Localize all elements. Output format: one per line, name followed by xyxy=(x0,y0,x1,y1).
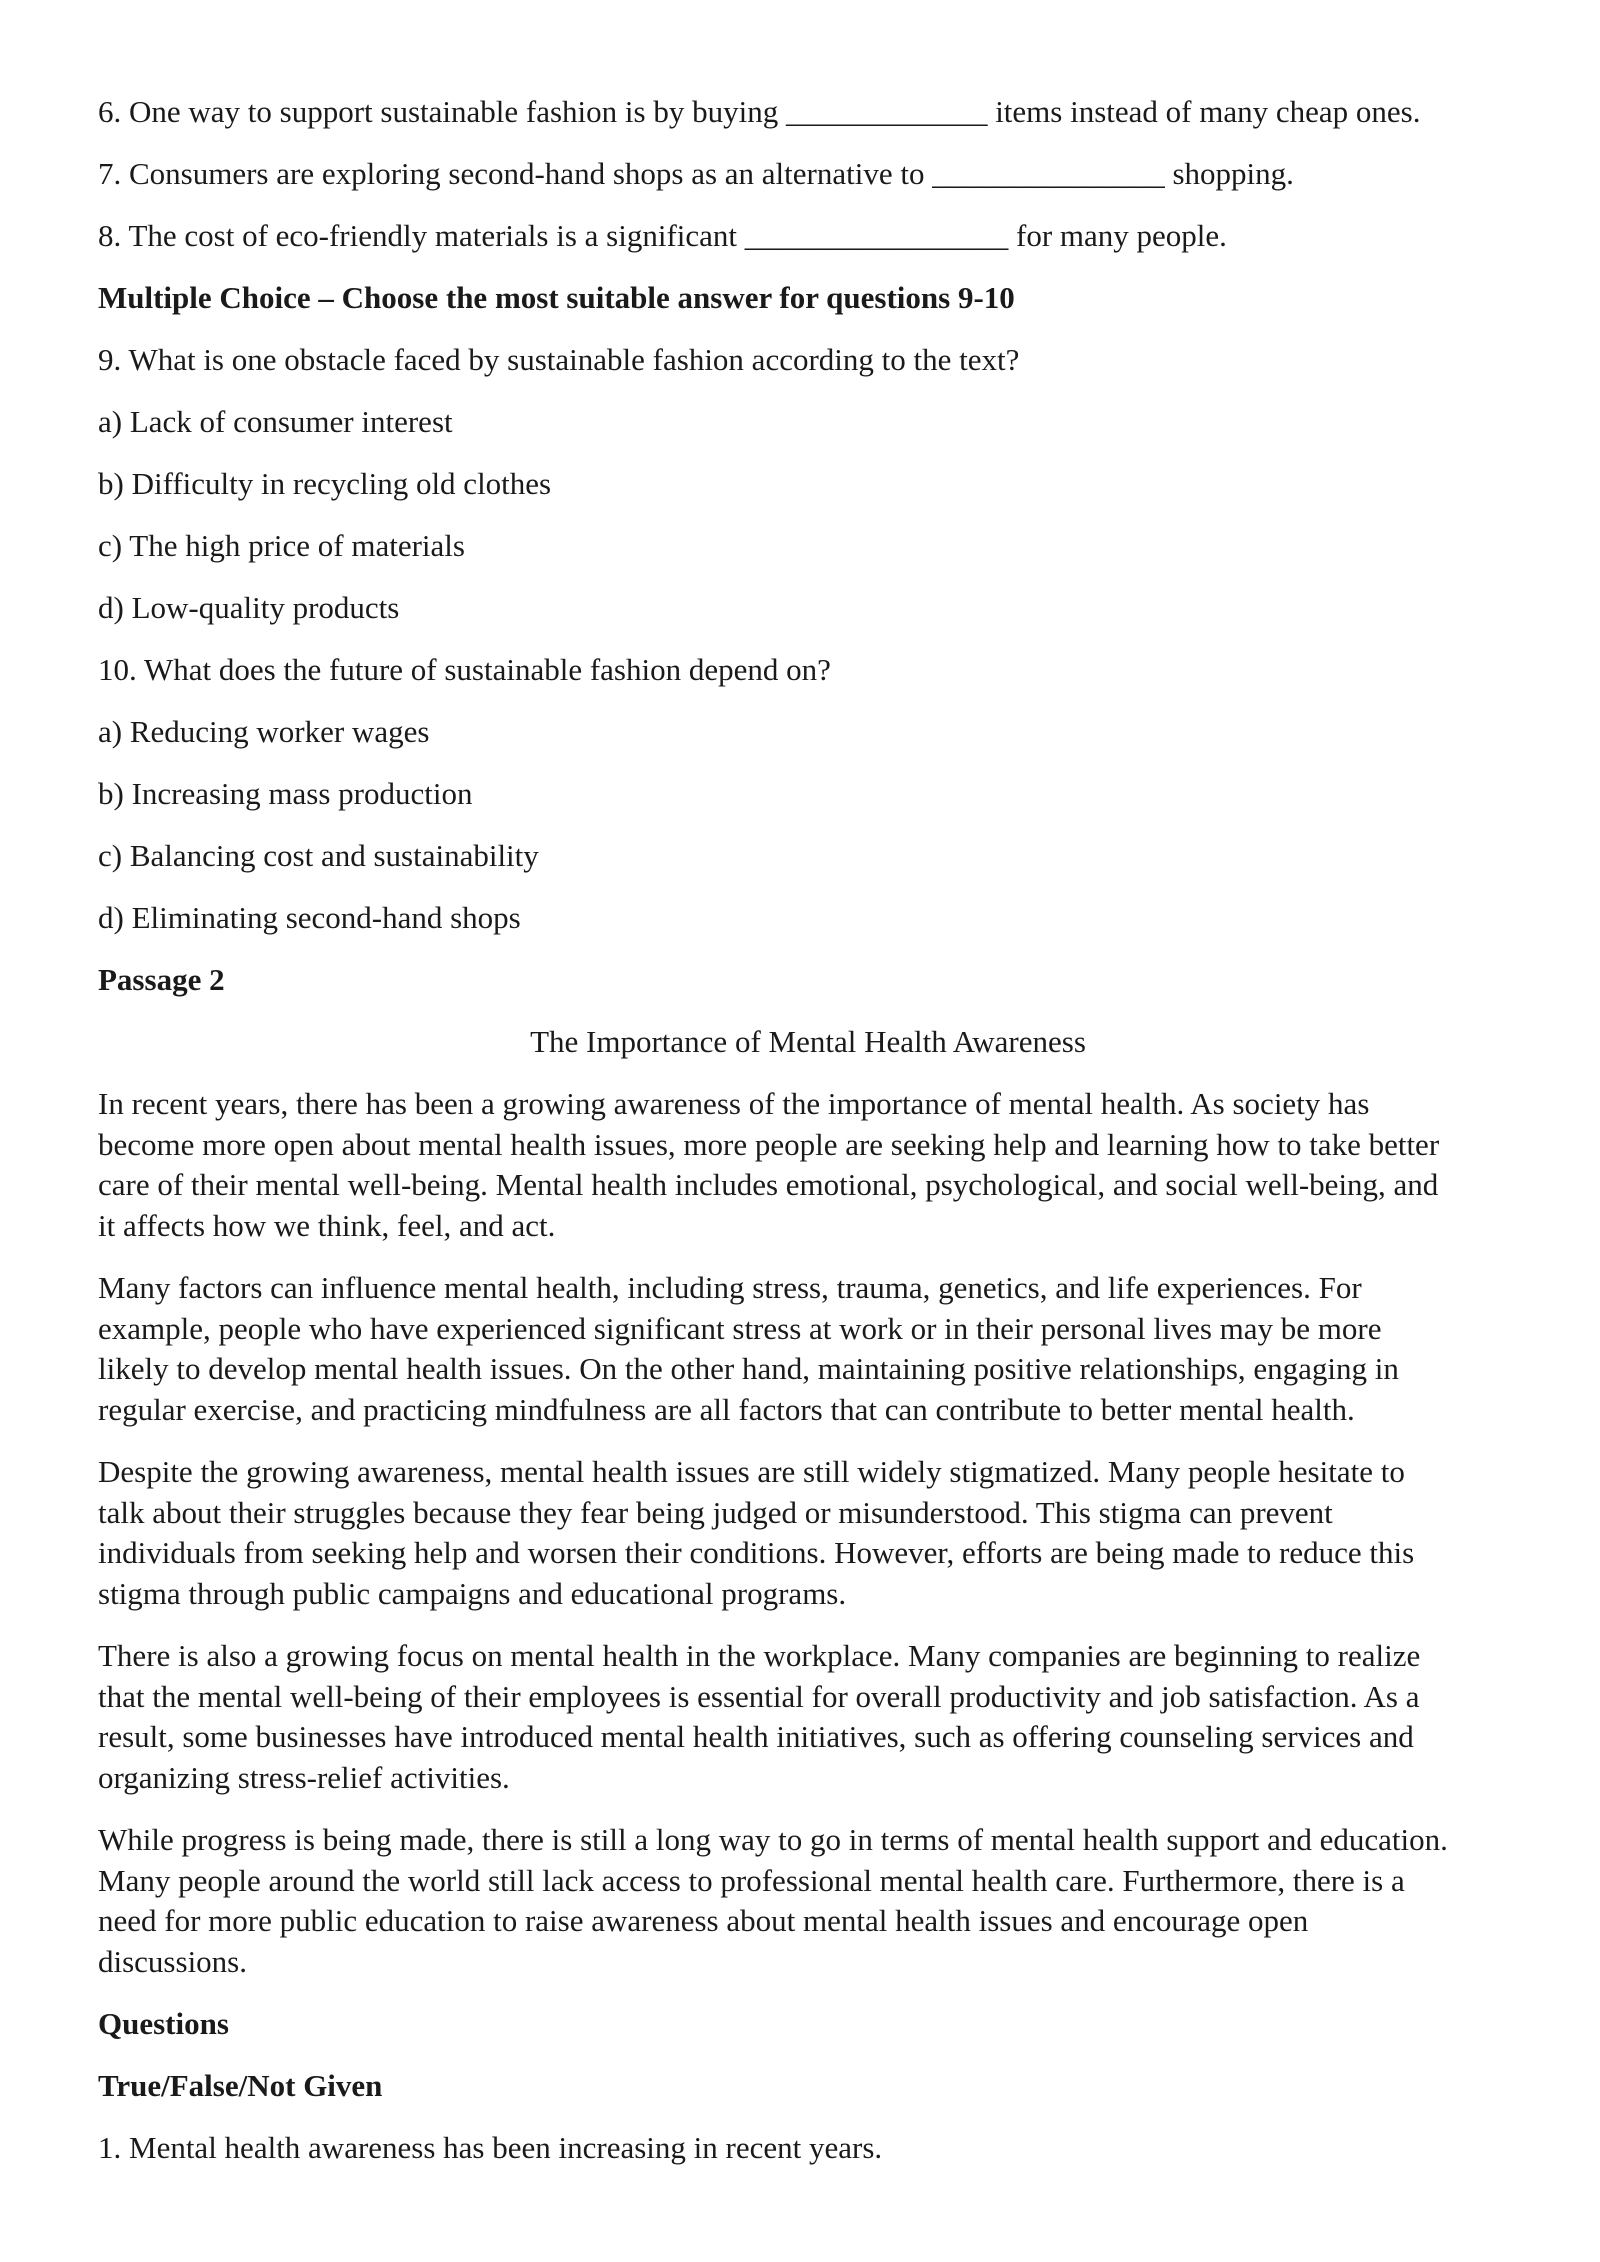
paragraph-line: example, people who have experienced significant stress at work or in their personal lives may be more xyxy=(98,1310,1382,1346)
document-page xyxy=(98,92,1518,2190)
question-10-option-a: a) Reducing worker wages xyxy=(98,714,430,749)
true-false-not-given-heading: True/False/Not Given xyxy=(98,2068,383,2103)
passage-paragraph-3 xyxy=(98,1452,1518,1614)
paragraph-line: regular exercise, and practicing mindfulness are all factors that can contribute to better mental health. xyxy=(98,1391,1355,1427)
paragraph-line: become more open about mental health issues, more people are seeking help and learning how to take better xyxy=(98,1126,1440,1162)
passage-title: The Importance of Mental Health Awareness xyxy=(530,1024,1086,1059)
paragraph-line: individuals from seeking help and worsen their conditions. However, efforts are being made to reduce this xyxy=(98,1535,1415,1570)
paragraph-line: it affects how we think, feel, and act. xyxy=(98,1207,556,1243)
fill-in-question-7: 7. Consumers are exploring second-hand shops as an alternative to _______________ shopping. xyxy=(98,156,1294,191)
paragraph-line: While progress is being made, there is still a long way to go in terms of mental health support and education. xyxy=(98,1822,1448,1857)
paragraph-line: Many people around the world still lack access to professional mental health care. Furthermore, there is a xyxy=(98,1862,1405,1898)
fill-in-question-8: 8. The cost of eco-friendly materials is a significant _________________ for many people. xyxy=(98,218,1227,253)
question-10-option-b: b) Increasing mass production xyxy=(98,776,473,811)
passage-label: Passage 2 xyxy=(98,962,225,997)
passage-paragraph-4 xyxy=(98,1636,1518,1798)
paragraph-line: There is also a growing focus on mental health in the workplace. Many companies are beginning to realize xyxy=(98,1638,1421,1673)
question-9: 9. What is one obstacle faced by sustainable fashion according to the text? xyxy=(98,342,1020,377)
question-10-option-c: c) Balancing cost and sustainability xyxy=(98,838,539,873)
multiple-choice-heading: Multiple Choice – Choose the most suitable answer for questions 9-10 xyxy=(98,280,1015,315)
question-9-option-b: b) Difficulty in recycling old clothes xyxy=(98,466,552,501)
passage-paragraph-5 xyxy=(98,1820,1518,1982)
tfng-statement-1: 1. Mental health awareness has been increasing in recent years. xyxy=(98,2130,883,2165)
paragraph-line: organizing stress-relief activities. xyxy=(98,1759,510,1795)
passage-paragraph-2 xyxy=(98,1268,1518,1430)
paragraph-line: need for more public education to raise awareness about mental health issues and encourage open xyxy=(98,1903,1309,1938)
question-9-option-c: c) The high price of materials xyxy=(98,528,465,563)
paragraph-line: likely to develop mental health issues. On the other hand, maintaining positive relationships, engaging in xyxy=(98,1351,1399,1386)
fill-in-question-6: 6. One way to support sustainable fashion is by buying _____________ items instead of many cheap ones. xyxy=(98,94,1421,129)
paragraph-line: Many factors can influence mental health, including stress, trauma, genetics, and life experiences. For xyxy=(98,1270,1362,1305)
paragraph-line: that the mental well-being of their employees is essential for overall productivity and job satisfaction. As a xyxy=(98,1678,1420,1714)
question-9-option-a: a) Lack of consumer interest xyxy=(98,404,453,439)
paragraph-line: In recent years, there has been a growing awareness of the importance of mental health. As society has xyxy=(98,1086,1370,1121)
question-10-option-d: d) Eliminating second-hand shops xyxy=(98,900,521,935)
paragraph-line: result, some businesses have introduced mental health initiatives, such as offering counseling services and xyxy=(98,1719,1414,1754)
paragraph-line: discussions. xyxy=(98,1943,247,1979)
question-9-option-d: d) Low-quality products xyxy=(98,590,400,625)
paragraph-line: talk about their struggles because they fear being judged or misunderstood. This stigma can prevent xyxy=(98,1494,1333,1530)
paragraph-line: care of their mental well-being. Mental health includes emotional, psychological, and social well-being, and xyxy=(98,1167,1439,1202)
paragraph-line: stigma through public campaigns and educational programs. xyxy=(98,1575,847,1611)
question-10: 10. What does the future of sustainable fashion depend on? xyxy=(98,652,831,687)
questions-heading: Questions xyxy=(98,2006,229,2041)
passage-paragraph-1 xyxy=(98,1084,1518,1246)
paragraph-line: Despite the growing awareness, mental health issues are still widely stigmatized. Many people hesitate to xyxy=(98,1454,1405,1489)
